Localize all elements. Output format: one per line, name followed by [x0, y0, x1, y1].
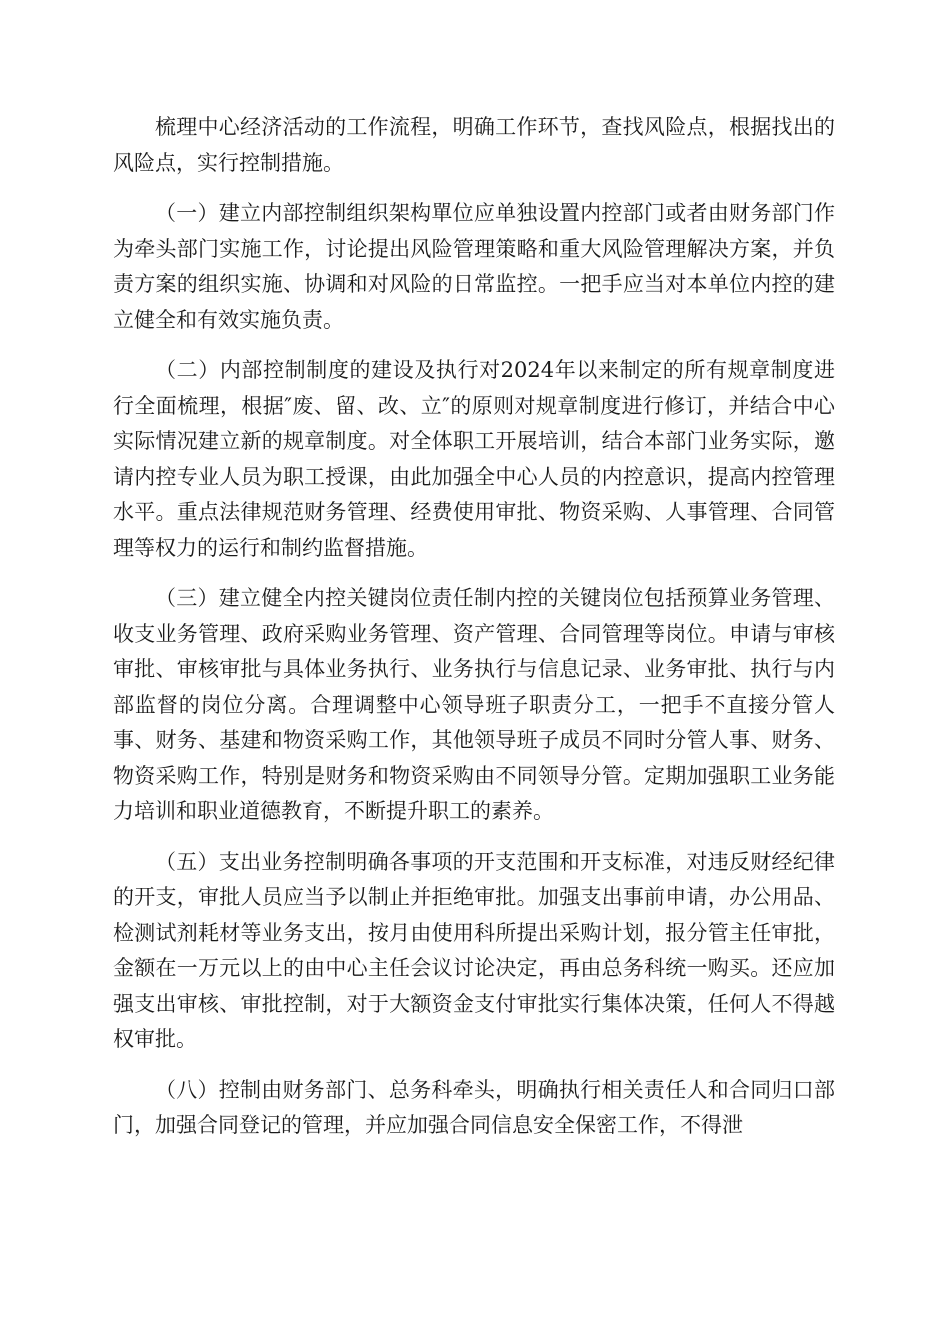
paragraph-section-5: （五）支出业务控制明确各事项的开支范围和开支标准，对违反财经纪律的开支，审批人员应当予以制止并拒绝审批。加强支出事前申请，办公用品、检测试剂耗材等业务支出，按月由使用科所提出采购计划，报分管主任审批，金额在一万元以上的由中心主任会议讨论决定，再由总务科统一购买。还应加强支出审核、审批控制，对于大额资金支付审批实行集体决策，任何人不得越权审批。 [113, 849, 835, 1051]
paragraph-section-8: （八）控制由财务部门、总务科牵头，明确执行相关责任人和合同归口部门，加强合同登记的管理，并应加强合同信息安全保密工作，不得泄 [113, 1077, 835, 1137]
document-body [113, 110, 835, 1159]
paragraph-section-3: （三）建立健全内控关键岗位责任制内控的关键岗位包括预算业务管理、收支业务管理、政府采购业务管理、资产管理、合同管理等岗位。申请与审核审批、审核审批与具体业务执行、业务执行与信息记录、业务审批、执行与内部监督的岗位分离。合理调整中心领导班子职责分工，一把手不直接分管人事、财务、基建和物资采购工作，其他领导班子成员不同时分管人事、财务、物资采购工作，特别是财务和物资采购由不同领导分管。定期加强职工业务能力培训和职业道德教育，不断提升职工的素养。 [113, 586, 835, 823]
paragraph-intro: 梳理中心经济活动的工作流程，明确工作环节，查找风险点，根据找出的风险点，实行控制措施。 [113, 115, 835, 175]
paragraph-section-2: （二）内部控制制度的建设及执行对2024年以来制定的所有规章制度进行全面梳理，根据″废、留、改、立″的原则对规章制度进行修订，并结合中心实际情况建立新的规章制度。对全体职工开展培训，结合本部门业务实际，邀请内控专业人员为职工授课，由此加强全中心人员的内控意识，提高内控管理水平。重点法律规范财务管理、经费使用审批、物资采购、人事管理、合同管理等权力的运行和制约监督措施。 [113, 358, 835, 560]
paragraph-section-1: （一）建立内部控制组织架构單位应单独设置内控部门或者由财务部门作为牵头部门实施工作，讨论提出风险管理策略和重大风险管理解决方案，并负责方案的组织实施、协调和对风险的日常监控。一把手应当对本单位内控的建立健全和有效实施负责。 [113, 201, 835, 332]
